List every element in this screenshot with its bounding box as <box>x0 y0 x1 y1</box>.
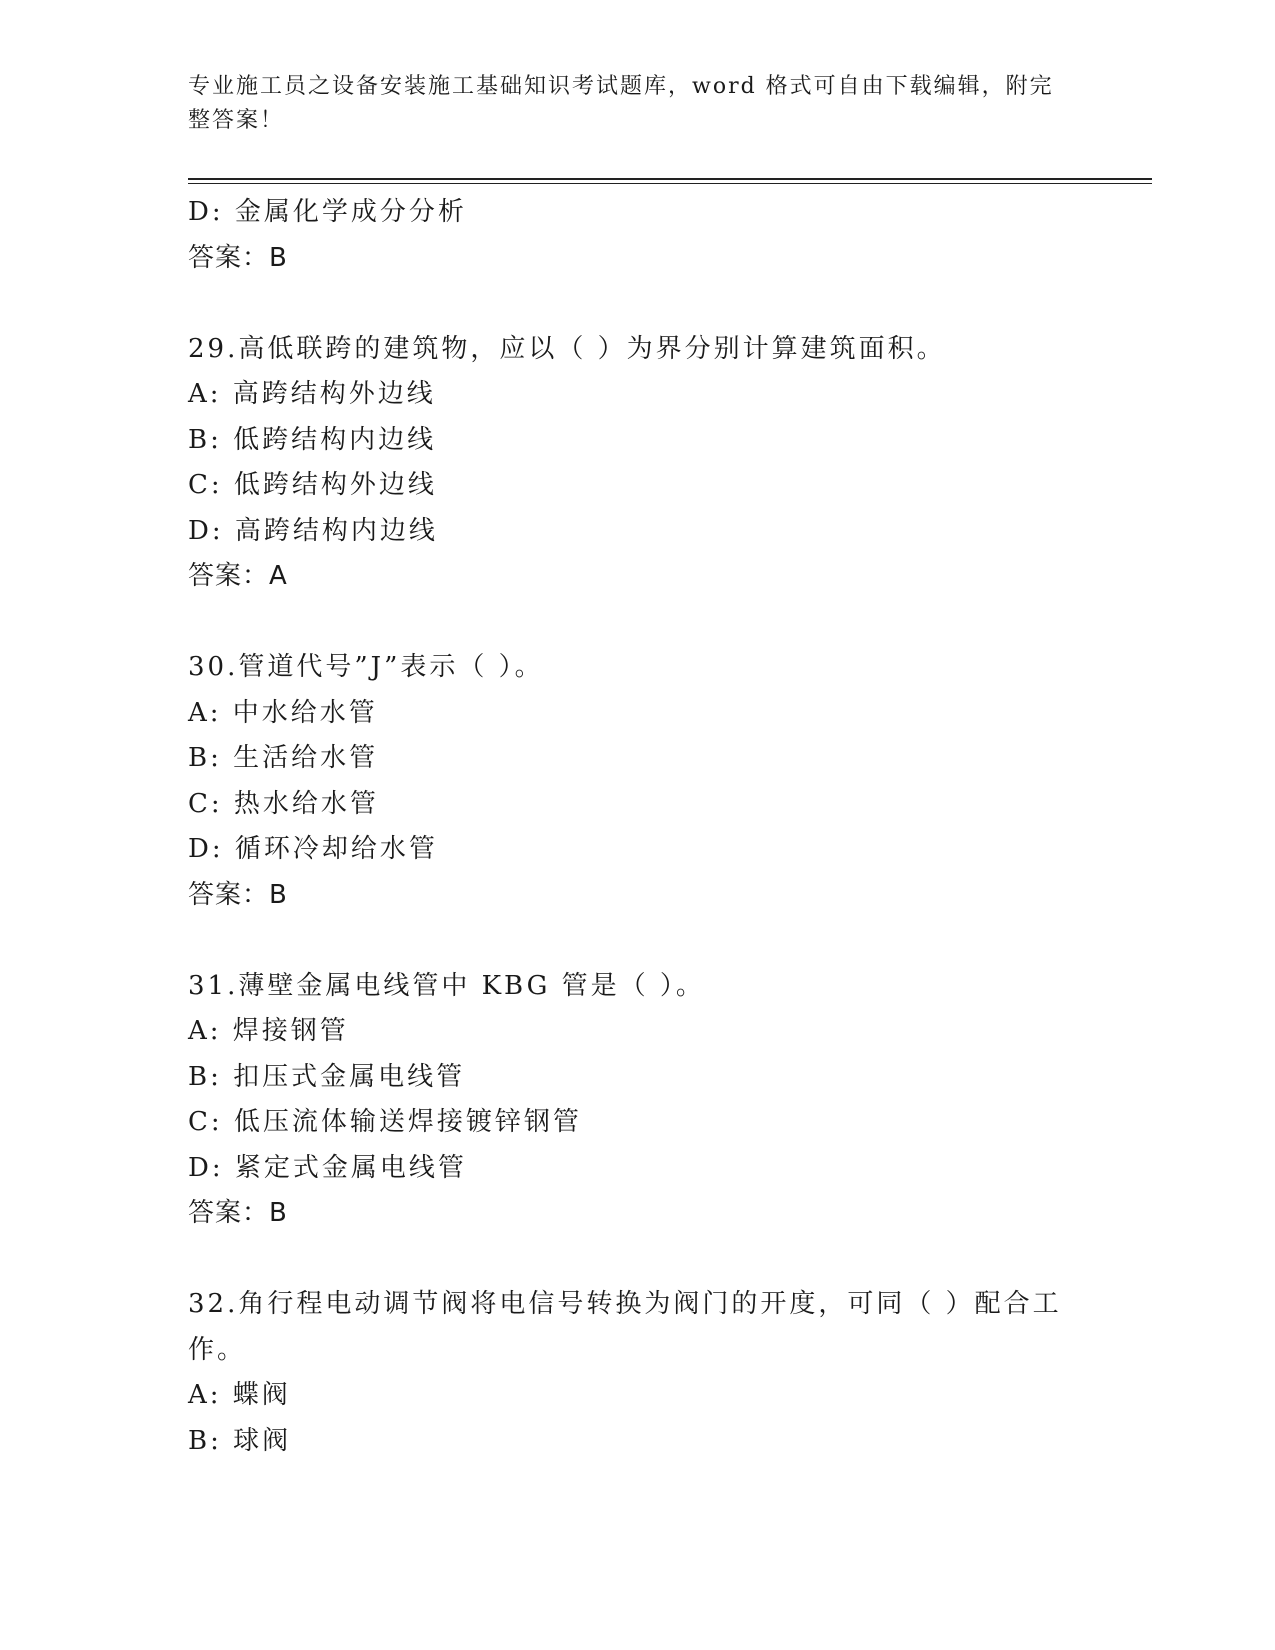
question-stem: 31.薄壁金属电线管中 KBG 管是（ ）。 <box>188 970 705 1001</box>
option-a: A: 焊接钢管 <box>188 1016 349 1046</box>
option-a: A: 中水给水管 <box>188 697 378 728</box>
option-c: C: 热水给水管 <box>188 788 379 819</box>
option-b: B: 低跨结构内边线 <box>188 424 437 455</box>
question-stem: 29.高低联跨的建筑物，应以（ ）为界分别计算建筑面积。 <box>188 333 946 364</box>
option-a: A: 蝶阀 <box>188 1380 291 1410</box>
option-b: B: 扣压式金属电线管 <box>188 1061 466 1092</box>
spacer <box>188 600 1148 646</box>
header-divider-bottom <box>188 183 1152 184</box>
option-c: C: 低跨结构外边线 <box>188 470 437 500</box>
header-divider-top <box>188 178 1152 180</box>
spacer <box>188 1237 1148 1283</box>
question-block <box>188 964 1148 1237</box>
answer-line: 答案：A <box>188 561 288 591</box>
question-block <box>188 645 1148 918</box>
question-list <box>188 190 1148 1464</box>
document-header: 专业施工员之设备安装施工基础知识考试题库，word 格式可自由下载编辑，附完整答案！ <box>188 74 1054 133</box>
question-stem: 32.角行程电动调节阀将电信号转换为阀门的开度，可同（ ）配合工作。 <box>188 1289 1062 1365</box>
answer-line: 答案：B <box>188 1198 288 1228</box>
option-a: A: 高跨结构外边线 <box>188 379 436 409</box>
option-d: D: 高跨结构内边线 <box>188 515 438 546</box>
option-b: B: 球阀 <box>188 1425 292 1456</box>
spacer <box>188 918 1148 964</box>
question-block <box>188 327 1148 600</box>
question-block <box>188 1282 1148 1464</box>
option-d: D: 循环冷却给水管 <box>188 834 438 864</box>
question-stem: 30.管道代号”J”表示（ ）。 <box>188 652 544 682</box>
answer-line: 答案：B <box>188 242 288 273</box>
option-d: D: 紧定式金属电线管 <box>188 1152 467 1183</box>
answer-line: 答案：B <box>188 879 288 910</box>
option-c: C: 低压流体输送焊接镀锌钢管 <box>188 1107 582 1137</box>
spacer <box>188 281 1148 327</box>
option-b: B: 生活给水管 <box>188 743 379 773</box>
option-d: D: 金属化学成分分析 <box>188 197 467 227</box>
